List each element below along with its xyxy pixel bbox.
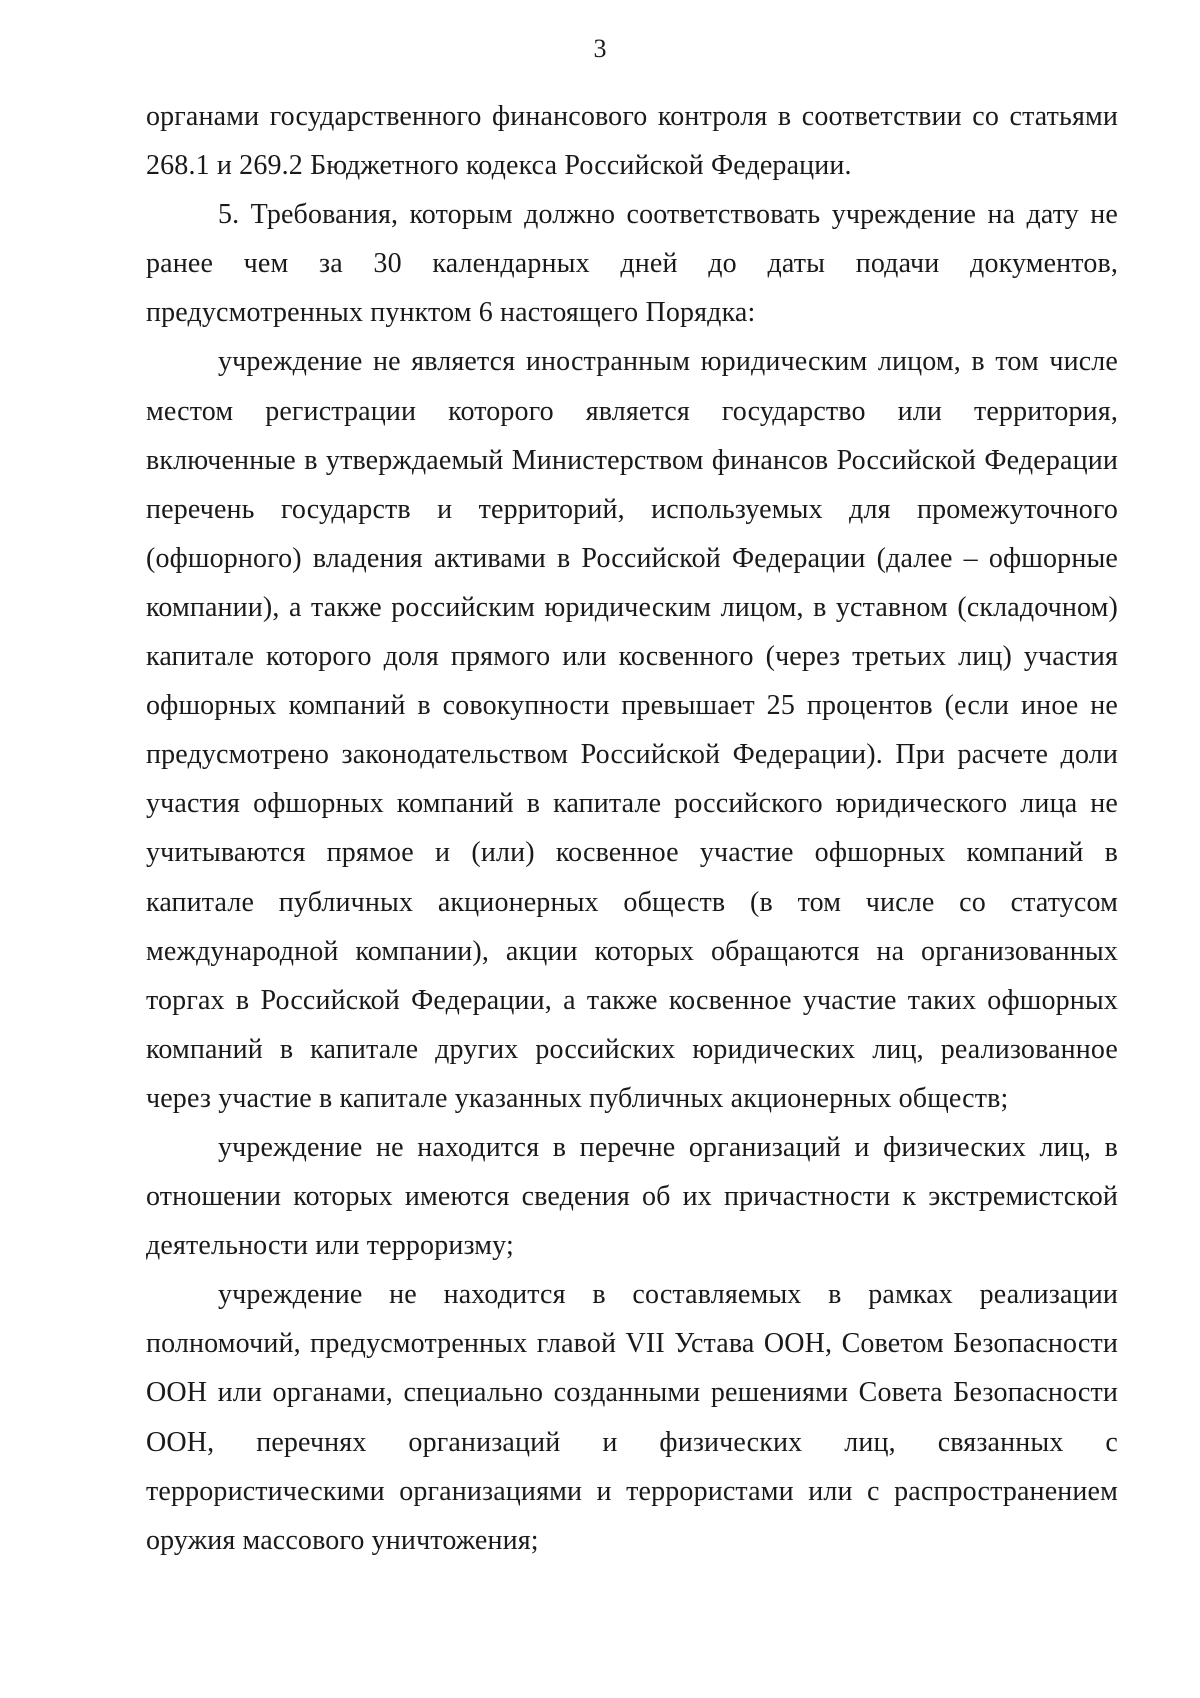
- paragraph-item-5-requirements: 5. Требования, которым должно соответствовать учреждение на дату не ранее чем за 30 календарных дней до даты подачи документов, предусмотренных пунктом 6 настоящего Порядка:: [146, 199, 1118, 329]
- paragraph-un-security-council-list-requirement: учреждение не находится в составляемых в рамках реализации полномочий, предусмотренных главой VII Устава ООН, Советом Безопасности ООН или органами, специально созданными решениями Совета Безопасности ООН, перечнях организаций и физических лиц, связанных с террористическими организациями и террористами или с распространением оружия массового уничтожения;: [146, 1279, 1118, 1556]
- paragraph-offshore-requirement: учреждение не является иностранным юридическим лицом, в том числе местом регистрации которого является государство или территория, включенные в утверждаемый Министерством финансов Российской Федерации перечень государств и территорий, используемых для промежуточного (офшорного) владения активами в Российской Федерации (далее – офшорные компании), а также российским юридическим лицом, в уставном (складочном) капитале которого доля прямого или косвенного (через третьих лиц) участия офшорных компаний в совокупности превышает 25 процентов (если иное не предусмотрено законодательством Российской Федерации). При расчете доли участия офшорных компаний в капитале российского юридического лица не учитываются прямое и (или) косвенное участие офшорных компаний в капитале публичных акционерных обществ (в том числе со статусом международной компании), акции которых обращаются на организованных торгах в Российской Федерации, а также косвенное участие таких офшорных компаний в капитале других российских юридических лиц, реализованное через участие в капитале указанных публичных акционерных обществ;: [146, 346, 1118, 1114]
- paragraph-continuation: органами государственного финансового контроля в соответствии со статьями 268.1 и 269.2 Бюджетного кодекса Российской Федерации.: [146, 101, 1118, 182]
- paragraph-extremism-list-requirement: учреждение не находится в перечне организаций и физических лиц, в отношении которых имеются сведения об их причастности к экстремистской деятельности или терроризму;: [146, 1131, 1118, 1262]
- page-number: 3: [593, 34, 607, 63]
- document-body: [146, 92, 1118, 1565]
